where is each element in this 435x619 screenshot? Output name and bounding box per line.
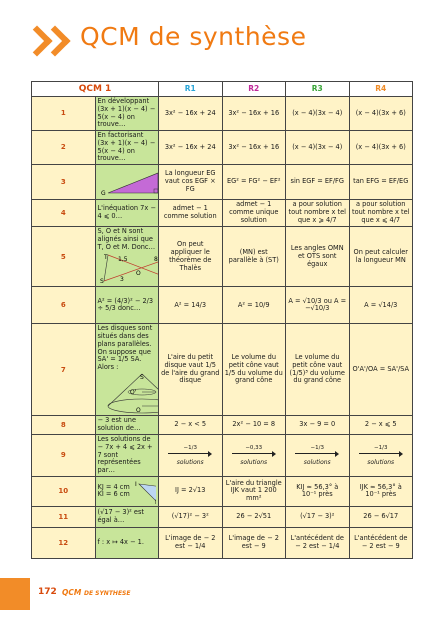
answer-cell[interactable]: 3x² − 16x + 16 bbox=[222, 131, 286, 165]
label-text: 8 bbox=[153, 256, 158, 264]
answer-cell[interactable]: On peut appliquer le théorème de Thalès bbox=[159, 227, 223, 287]
row-number: 12 bbox=[32, 527, 96, 558]
question-cell: Les solutions de − 7x + 4 ⩽ 2x + 7 sont représentées par… bbox=[95, 435, 159, 477]
answer-cell[interactable]: −1/3 solutions bbox=[286, 435, 350, 477]
answer-cell[interactable]: a pour solution tout nombre x tel que x ⩽ 4/7 bbox=[349, 200, 413, 227]
answer-cell[interactable]: IJK ≈ 56,3° à 10⁻¹ près bbox=[349, 476, 413, 506]
answer-header: R1 bbox=[159, 82, 223, 97]
question-cell: f : x ↦ 4x − 1. bbox=[95, 527, 159, 558]
answer-cell[interactable]: 2 − x ⩽ 5 bbox=[349, 416, 413, 435]
table-row bbox=[32, 131, 413, 165]
question-cell: − 3 est une solution de… bbox=[95, 416, 159, 435]
answer-cell[interactable]: KIJ ≈ 56,3° à 10⁻¹ près bbox=[286, 476, 350, 506]
triangle-figure bbox=[135, 478, 156, 504]
table-row bbox=[32, 324, 413, 416]
row-number: 2 bbox=[32, 131, 96, 165]
answer-cell[interactable]: A = √10/3 ou A = −√10/3 bbox=[286, 287, 350, 324]
answer-cell[interactable]: (x − 4)(3x + 6) bbox=[349, 97, 413, 131]
answer-cell[interactable]: 3x² − 16x + 24 bbox=[159, 131, 223, 165]
thales-figure bbox=[98, 251, 159, 285]
answer-cell[interactable]: La longueur EG vaut cos EGF × FG bbox=[159, 165, 223, 200]
question-cell: KJ = 4 cm KI = 6 cm I bbox=[95, 476, 159, 506]
label-text: T bbox=[103, 254, 108, 262]
page-header bbox=[0, 0, 435, 72]
label-text: O bbox=[135, 270, 141, 278]
answer-cell[interactable]: L'image de − 2 est − 9 bbox=[222, 527, 286, 558]
answer-cell[interactable]: admet − 1 comme solution bbox=[159, 200, 223, 227]
number-line bbox=[359, 451, 403, 457]
answer-cell[interactable]: tan EFG = EF/EG bbox=[349, 165, 413, 200]
answer-cell[interactable]: 26 − 2√51 bbox=[222, 506, 286, 527]
table-row bbox=[32, 476, 413, 506]
row-number: 10 bbox=[32, 476, 96, 506]
answer-cell[interactable]: 2 − x < 5 bbox=[159, 416, 223, 435]
question-cell: Les disques sont situés dans des plans parallèles. On suppose que SA' = 1/5 SA. Alors : S O' O bbox=[95, 324, 159, 416]
answer-cell[interactable]: O'A'/OA = SA'/SA bbox=[349, 324, 413, 416]
table-row bbox=[32, 97, 413, 131]
answer-cell[interactable]: IJ = 2√13 bbox=[159, 476, 223, 506]
label-text: 1,5 bbox=[117, 256, 128, 264]
answer-cell[interactable]: (x − 4)(3x − 4) bbox=[286, 97, 350, 131]
qcm-table bbox=[31, 81, 413, 559]
answer-cell[interactable]: Les angles OMN et OTS sont égaux bbox=[286, 227, 350, 287]
table-row bbox=[32, 506, 413, 527]
footer-bar bbox=[0, 578, 30, 610]
answer-cell[interactable]: L'aire du petit disque vaut 1/5 de l'aire du grand disque bbox=[159, 324, 223, 416]
answer-cell[interactable]: 2x² − 10 = 8 bbox=[222, 416, 286, 435]
label-text: O bbox=[135, 407, 141, 415]
answer-header: R2 bbox=[222, 82, 286, 97]
answer-cell[interactable]: 3x² − 16x + 24 bbox=[159, 97, 223, 131]
triangle-figure bbox=[98, 167, 159, 197]
question-cell: L'inéquation 7x − 4 ⩽ 0… bbox=[95, 200, 159, 227]
answer-cell[interactable]: (MN) est parallèle à (ST) bbox=[222, 227, 286, 287]
table-row bbox=[32, 200, 413, 227]
answer-cell[interactable]: −1/3 solutions bbox=[349, 435, 413, 477]
row-number: 9 bbox=[32, 435, 96, 477]
row-number: 11 bbox=[32, 506, 96, 527]
qcm-label: QCM 1 bbox=[32, 82, 159, 97]
row-number: 3 bbox=[32, 165, 96, 200]
answer-cell[interactable]: L'image de − 2 est − 1/4 bbox=[159, 527, 223, 558]
table-row bbox=[32, 527, 413, 558]
answer-cell[interactable]: L'aire du triangle IJK vaut 1 200 mm² bbox=[222, 476, 286, 506]
answer-cell[interactable]: −1/3 solutions bbox=[159, 435, 223, 477]
label-text: 3 bbox=[119, 276, 124, 284]
number-line bbox=[168, 451, 212, 457]
number-line bbox=[295, 451, 339, 457]
label-text: I bbox=[134, 481, 137, 489]
page-number: 172 bbox=[38, 587, 57, 597]
chevron-icon bbox=[39, 25, 70, 56]
answer-cell[interactable]: Le volume du petit cône vaut 1/5 du volume du grand cône bbox=[222, 324, 286, 416]
answer-cell[interactable]: A = √14/3 bbox=[349, 287, 413, 324]
answer-cell[interactable]: A² = 14/3 bbox=[159, 287, 223, 324]
answer-cell[interactable]: EG² = FG² − EF² bbox=[222, 165, 286, 200]
row-number: 6 bbox=[32, 287, 96, 324]
label-text: G bbox=[100, 190, 106, 198]
answer-cell[interactable]: −0,33 solutions bbox=[222, 435, 286, 477]
number-line bbox=[232, 451, 276, 457]
row-number: 1 bbox=[32, 97, 96, 131]
question-cell: S, O et N sont alignés ainsi que T, O et M. Donc… S 1,5 8 T O 3 bbox=[95, 227, 159, 287]
table-row bbox=[32, 227, 413, 287]
question-cell: En développant (3x + 1)(x − 4) − 5(x − 4) on trouve… bbox=[95, 97, 159, 131]
row-number: 8 bbox=[32, 416, 96, 435]
answer-cell[interactable]: A² = 10/9 bbox=[222, 287, 286, 324]
answer-cell[interactable]: L'antécédent de − 2 est − 9 bbox=[349, 527, 413, 558]
answer-cell[interactable]: (√17 − 3)² bbox=[286, 506, 350, 527]
label-text: S bbox=[139, 374, 144, 382]
footer-label: QCM DE SYNTHESE bbox=[62, 588, 131, 597]
answer-cell[interactable]: L'antécédent de − 2 est − 1/4 bbox=[286, 527, 350, 558]
answer-cell[interactable]: Le volume du petit cône vaut (1/5)³ du volume du grand cône bbox=[286, 324, 350, 416]
cone-figure bbox=[98, 372, 159, 414]
answer-cell[interactable]: 3x² − 16x + 16 bbox=[222, 97, 286, 131]
answer-cell[interactable]: (√17)² − 3² bbox=[159, 506, 223, 527]
row-number: 5 bbox=[32, 227, 96, 287]
question-cell bbox=[95, 165, 159, 200]
table-row bbox=[32, 435, 413, 477]
question-cell: (√17 − 3)² est égal à… bbox=[95, 506, 159, 527]
answer-cell[interactable]: a pour solution tout nombre x tel que x ⩾ 4/7 bbox=[286, 200, 350, 227]
answer-cell[interactable]: 26 − 6√17 bbox=[349, 506, 413, 527]
question-cell: En factorisant (3x + 1)(x − 4) − 5(x − 4) on trouve… bbox=[95, 131, 159, 165]
question-cell: A² = (4/3)² − 2/3 ÷ 5/3 donc… bbox=[95, 287, 159, 324]
label-text bbox=[155, 499, 156, 504]
page-title: QCM de synthèse bbox=[80, 22, 307, 51]
row-number: 4 bbox=[32, 200, 96, 227]
table-row bbox=[32, 165, 413, 200]
answer-header: R4 bbox=[349, 82, 413, 97]
answer-cell[interactable]: On peut calculer la longueur MN bbox=[349, 227, 413, 287]
answer-cell[interactable]: (x − 4)(3x − 4) bbox=[286, 131, 350, 165]
answer-cell[interactable]: (x − 4)(3x + 6) bbox=[349, 131, 413, 165]
answer-cell[interactable]: sin EGF = EF/FG bbox=[286, 165, 350, 200]
label-text: O' bbox=[129, 389, 136, 397]
answer-header: R3 bbox=[286, 82, 350, 97]
answer-cell[interactable]: admet − 1 comme unique solution bbox=[222, 200, 286, 227]
row-number: 7 bbox=[32, 324, 96, 416]
table-row bbox=[32, 287, 413, 324]
label-text: S bbox=[99, 278, 104, 286]
table-row bbox=[32, 416, 413, 435]
answer-cell[interactable]: 3x − 9 = 0 bbox=[286, 416, 350, 435]
